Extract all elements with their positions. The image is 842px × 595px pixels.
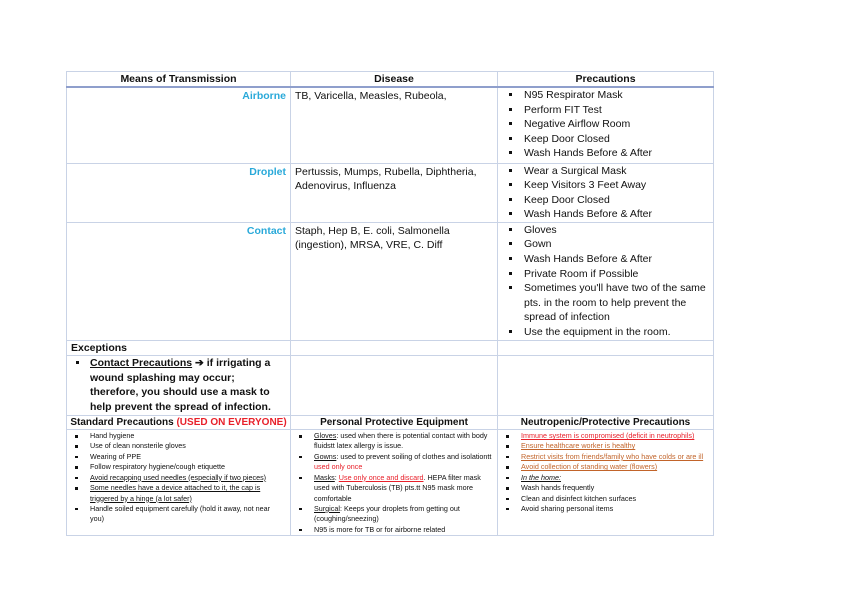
row-bottom-lists — [67, 430, 714, 536]
list-item: Wearing of PPE — [71, 452, 286, 462]
list-item: Wash Hands Before & After — [502, 146, 709, 161]
list-item: Follow respiratory hygiene/cough etiquette — [71, 462, 286, 472]
row-exceptions-body — [67, 355, 714, 415]
ppe-surgical — [295, 504, 493, 525]
neutropenic-title: Neutropenic/Protective Precautions — [498, 416, 714, 430]
list-item: Avoid recapping used needles (especially if two pieces) — [71, 473, 286, 483]
gowns-label: Gowns — [314, 451, 337, 461]
row-droplet — [67, 163, 714, 222]
list-item: Keep Visitors 3 Feet Away — [502, 178, 709, 193]
precautions-droplet — [498, 163, 714, 222]
list-item: Private Room if Possible — [502, 267, 709, 282]
list-item: Wear a Surgical Mask — [502, 164, 709, 179]
ppe-title: Personal Protective Equipment — [291, 416, 498, 430]
list-item: Keep Door Closed — [502, 193, 709, 208]
list-item: N95 Respirator Mask — [502, 88, 709, 103]
standard-title-highlight: (USED ON EVERYONE) — [176, 417, 287, 429]
list-item: Avoid collection of standing water (flowers) — [502, 462, 709, 472]
mode-contact: Contact — [67, 222, 291, 340]
mode-droplet: Droplet — [67, 163, 291, 222]
arrow-right-icon: ➔ — [195, 356, 204, 369]
masks-label: Masks — [314, 472, 335, 482]
empty-cell — [498, 340, 714, 355]
list-item: Clean and disinfect kitchen surfaces — [502, 494, 709, 504]
exception-text: if irrigating a wound splashing may occur; therefore, you should use a mask to help prevent the spread of infection. — [90, 356, 271, 414]
header-disease: Disease — [291, 72, 498, 88]
subheader-row — [67, 416, 714, 430]
list-item: Gown — [502, 237, 709, 252]
masks-text: . HEPA filter mask used with Tuberculosis (TB) pts.tt N95 mask more comfortable — [314, 472, 481, 503]
ppe-gowns — [295, 452, 493, 473]
list-item: Handle soiled equipment carefully (hold it away, not near you) — [71, 504, 286, 525]
neutropenic-list — [498, 430, 714, 536]
diseases-airborne: TB, Varicella, Measles, Rubeola, — [291, 87, 498, 163]
list-item: Restrict visits from friends/family who have colds or are ill — [502, 452, 709, 462]
standard-precautions-list — [67, 430, 291, 536]
ppe-list — [291, 430, 498, 536]
empty-cell — [498, 355, 714, 415]
diseases-droplet: Pertussis, Mumps, Rubella, Diphtheria, Adenovirus, Influenza — [291, 163, 498, 222]
list-item: Wash Hands Before & After — [502, 252, 709, 267]
row-airborne — [67, 87, 714, 163]
home-label: In the home: — [502, 473, 709, 483]
list-item: Negative Airflow Room — [502, 117, 709, 132]
list-item: Wash hands frequently — [502, 483, 709, 493]
exceptions-heading: Exceptions — [67, 340, 291, 355]
gloves-text: : used when there is potential contact with body fluidstt latex allergy is issue. — [314, 431, 488, 451]
header-means-of-transmission: Means of Transmission — [67, 72, 291, 88]
list-item: Hand hygiene — [71, 431, 286, 441]
list-item: Some needles have a device attached to it, the cap is triggered by a hinge (a lot safer) — [71, 483, 286, 504]
precautions-contact — [498, 222, 714, 340]
surgical-text: : Keeps your droplets from getting out (coughing/sneezing) — [314, 503, 460, 524]
list-item: Immune system is compromised (deficit in neutrophils) — [502, 431, 709, 441]
infection-control-table — [66, 71, 714, 536]
list-item: Ensure healthcare worker is healthy — [502, 441, 709, 451]
masks-red-text: Use only once and discard — [338, 472, 424, 482]
surgical-label: Surgical — [314, 503, 340, 513]
exception-item — [71, 356, 286, 415]
list-item: Gloves — [502, 223, 709, 238]
list-item: Use the equipment in the room. — [502, 325, 709, 340]
precautions-airborne — [498, 87, 714, 163]
standard-precautions-title — [67, 416, 291, 430]
list-item: Perform FIT Test — [502, 103, 709, 118]
empty-cell — [291, 340, 498, 355]
row-exceptions-heading — [67, 340, 714, 355]
list-item: Avoid sharing personal items — [502, 504, 709, 514]
ppe-n95: N95 is more for TB or for airborne related — [295, 525, 493, 535]
diseases-contact: Staph, Hep B, E. coli, Salmonella (ingestion), MRSA, VRE, C. Diff — [291, 222, 498, 340]
masks-colon: : — [334, 472, 339, 482]
ppe-gloves — [295, 431, 493, 452]
standard-title-text: Standard Precautions — [70, 417, 177, 429]
gloves-label: Gloves — [314, 431, 337, 441]
gowns-red-text: used only once — [314, 462, 363, 472]
list-item: Use of clean nonsterile gloves — [71, 441, 286, 451]
list-item: Keep Door Closed — [502, 132, 709, 147]
header-precautions: Precautions — [498, 72, 714, 88]
mode-airborne: Airborne — [67, 87, 291, 163]
contact-precautions-link: Contact Precautions — [90, 356, 193, 369]
exceptions-body — [67, 355, 291, 415]
ppe-masks — [295, 473, 493, 504]
document-page — [66, 71, 713, 536]
empty-cell — [291, 355, 498, 415]
header-row — [67, 72, 714, 88]
list-item: Sometimes you'll have two of the same pts. in the room to help prevent the spread of infection — [502, 281, 709, 325]
list-item: Wash Hands Before & After — [502, 207, 709, 222]
row-contact — [67, 222, 714, 340]
gowns-text: : used to prevent soiling of clothes and isolationtt — [336, 451, 492, 461]
